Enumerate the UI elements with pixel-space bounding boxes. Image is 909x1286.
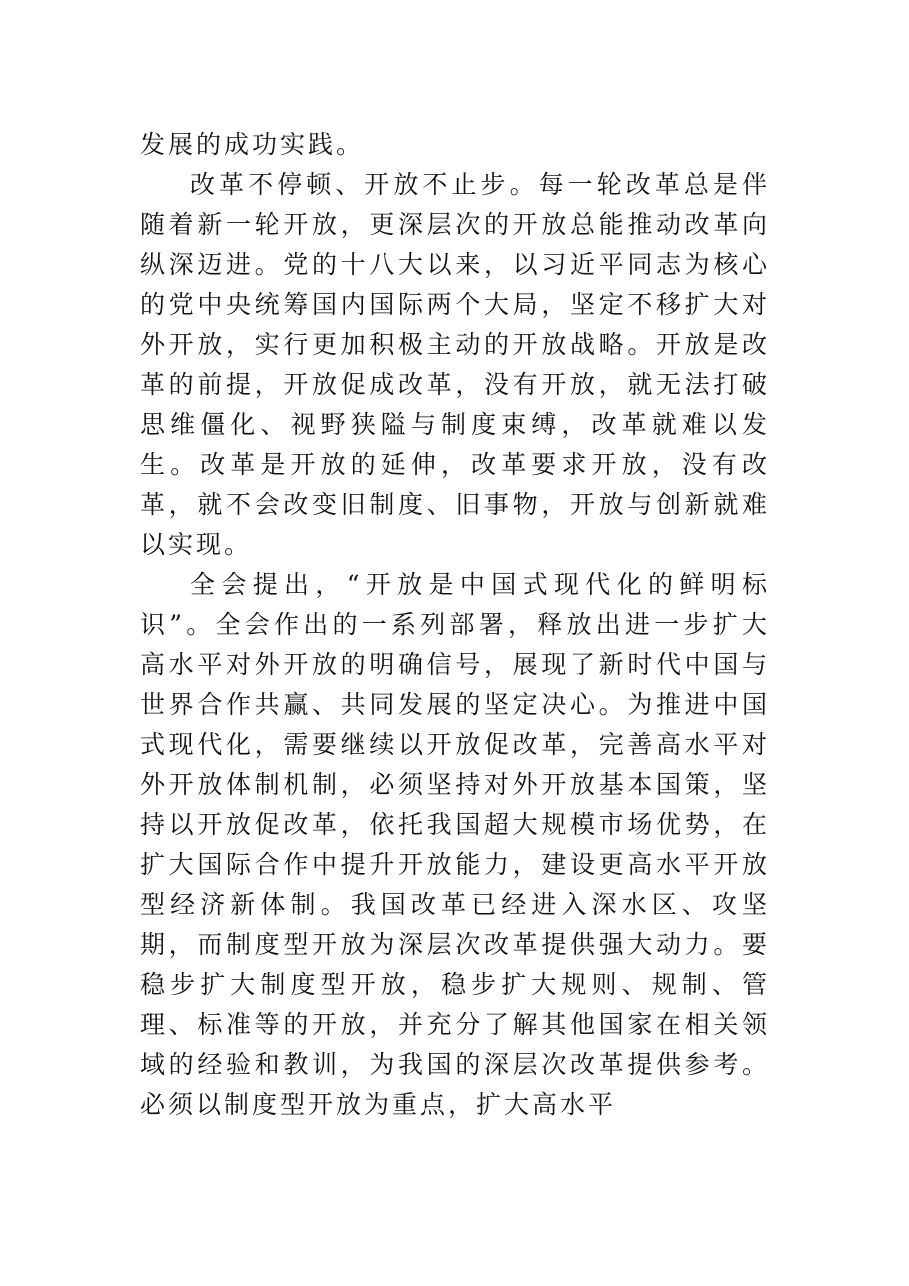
paragraph-plenary-opening: 全会提出，“开放是中国式现代化的鲜明标识”。全会作出的一系列部署，释放出进一步扩大高水平对外开放的明确信号，展现了新时代中国与世界合作共赢、共同发展的坚定决心。为推进中国式现代化，需要继续以开放促改革，完善高水平对外开放体制机制，必须坚持对外开放基本国策，坚持以开放促改革，依托我国超大规模市场优势，在扩大国际合作中提升开放能力，建设更高水平开放型经济新体制。我国改革已经进入深水区、攻坚期，而制度型开放为深层次改革提供强大动力。要稳步扩大制度型开放，稳步扩大规则、规制、管理、标准等的开放，并充分了解其他国家在相关领域的经验和教训，为我国的深层次改革提供参考。必须以制度型开放为重点，扩大高水平 bbox=[140, 570, 770, 1119]
document-body bbox=[140, 125, 770, 1125]
paragraph-reform-and-opening: 改革不停顿、开放不止步。每一轮改革总是伴随着新一轮开放，更深层次的开放总能推动改革向纵深迈进。党的十八大以来，以习近平同志为核心的党中央统筹国内国际两个大局，坚定不移扩大对外开放，实行更加积极主动的开放战略。开放是改革的前提，开放促成改革，没有开放，就无法打破思维僵化、视野狭隘与制度束缚，改革就难以发生。改革是开放的延伸，改革要求开放，没有改革，就不会改变旧制度、旧事物，开放与创新就难以实现。 bbox=[140, 170, 770, 559]
paragraph-continuation: 发展的成功实践。 bbox=[140, 130, 365, 159]
